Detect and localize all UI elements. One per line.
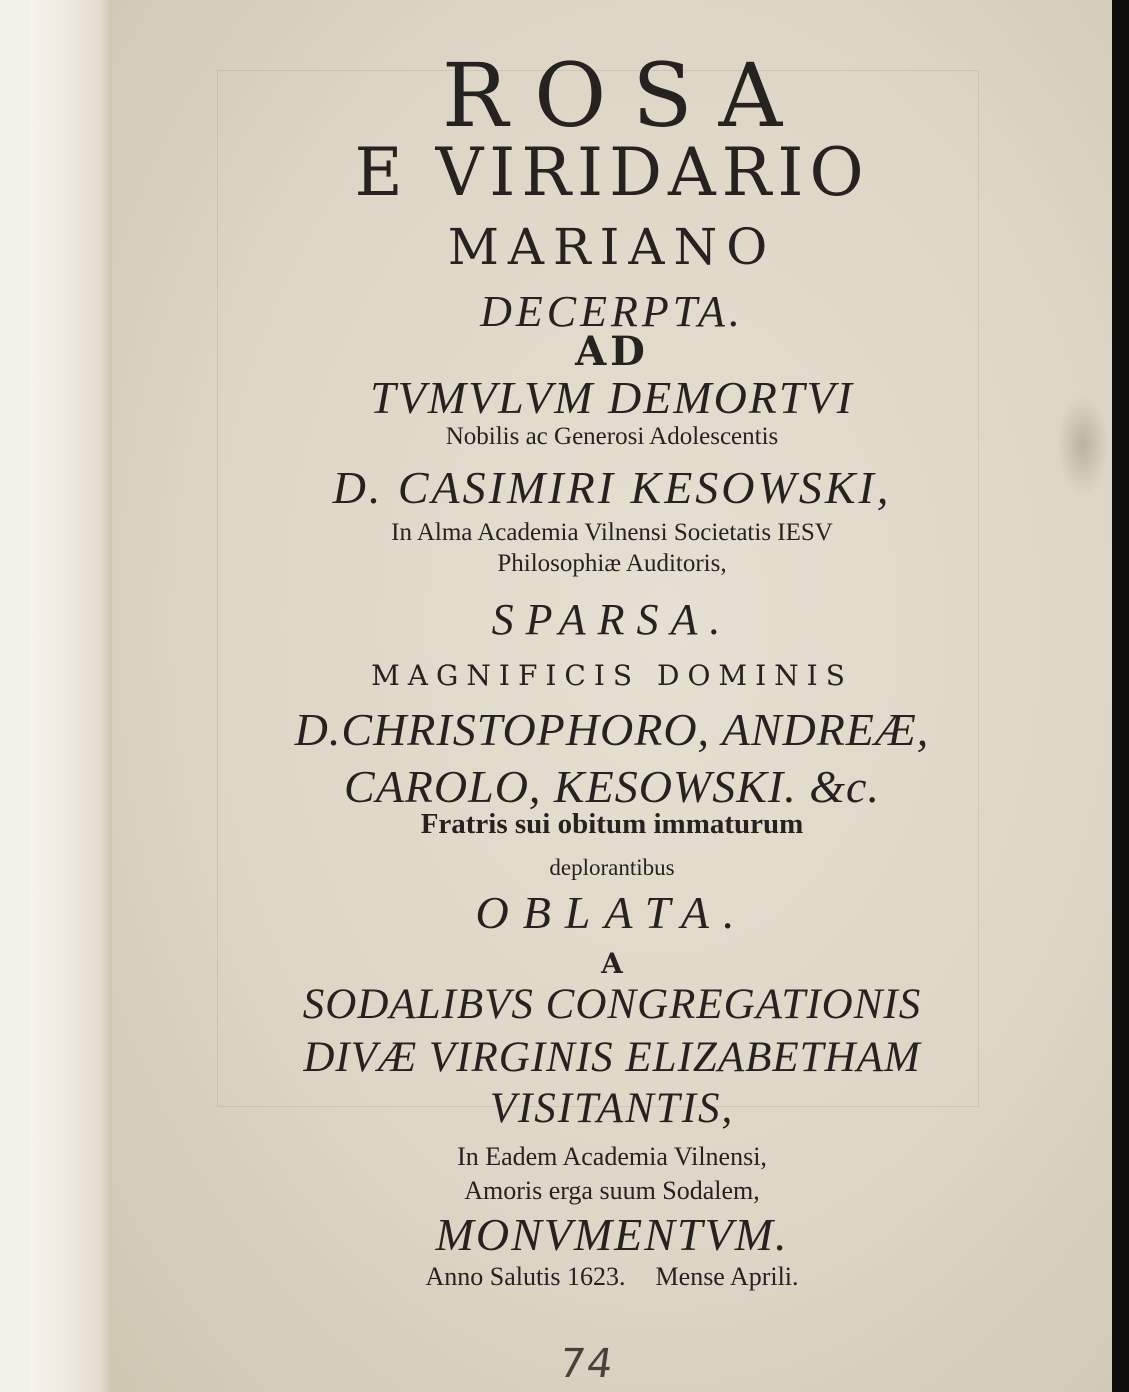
line-tumulum: TVMVLVM DEMORTVI <box>370 372 854 423</box>
line-monumentum: MONVMENTVM. <box>435 1209 789 1260</box>
line-divae-virginis: DIVÆ VIRGINIS ELIZABETHAM <box>303 1034 921 1081</box>
book-spine <box>30 0 114 1392</box>
scan-margin <box>0 0 31 1392</box>
line-carolo: CAROLO, KESOWSKI. &c. <box>344 761 880 812</box>
title-rosa: ROSA <box>441 44 809 147</box>
line-visitantis: VISITANTIS, <box>489 1085 735 1132</box>
imprint-month: Mense Aprili. <box>655 1262 799 1291</box>
imprint-year: Anno Salutis 1623. <box>425 1262 626 1291</box>
line-amoris: Amoris erga suum Sodalem, <box>464 1176 760 1205</box>
imprint-line <box>112 1264 1112 1290</box>
line-eadem-academia: In Eadem Academia Vilnensi, <box>457 1142 767 1171</box>
line-a: A <box>601 947 623 980</box>
line-oblata: OBLATA. <box>475 887 749 938</box>
line-sodalibus: SODALIBVS CONGREGATIONIS <box>302 981 922 1028</box>
title-e-viridario: E VIRIDARIO <box>354 134 870 211</box>
handwritten-page-number: 74 <box>556 1341 618 1387</box>
title-decerpta: DECERPTA. <box>480 287 744 336</box>
line-deplorantibus: deplorantibus <box>549 855 675 880</box>
line-philosophiae: Philosophiæ Auditoris, <box>497 550 727 577</box>
line-casimiri: D. CASIMIRI KESOWSKI, <box>332 462 892 513</box>
line-fratris: Fratris sui obitum immaturum <box>420 808 804 840</box>
line-magnificis: MAGNIFICIS DOMINIS <box>371 659 853 692</box>
title-mariano: MARIANO <box>447 218 777 276</box>
line-christophoro: D.CHRISTOPHORO, ANDREÆ, <box>294 704 930 755</box>
title-page <box>112 0 1112 1392</box>
line-academia: In Alma Academia Vilnensi Societatis IESV <box>391 519 833 546</box>
line-ad: AD <box>575 328 649 375</box>
line-sparsa: SPARSA. <box>491 595 733 644</box>
scan-dark-edge <box>1112 0 1129 1392</box>
line-nobilis: Nobilis ac Generosi Adolescentis <box>445 423 779 450</box>
